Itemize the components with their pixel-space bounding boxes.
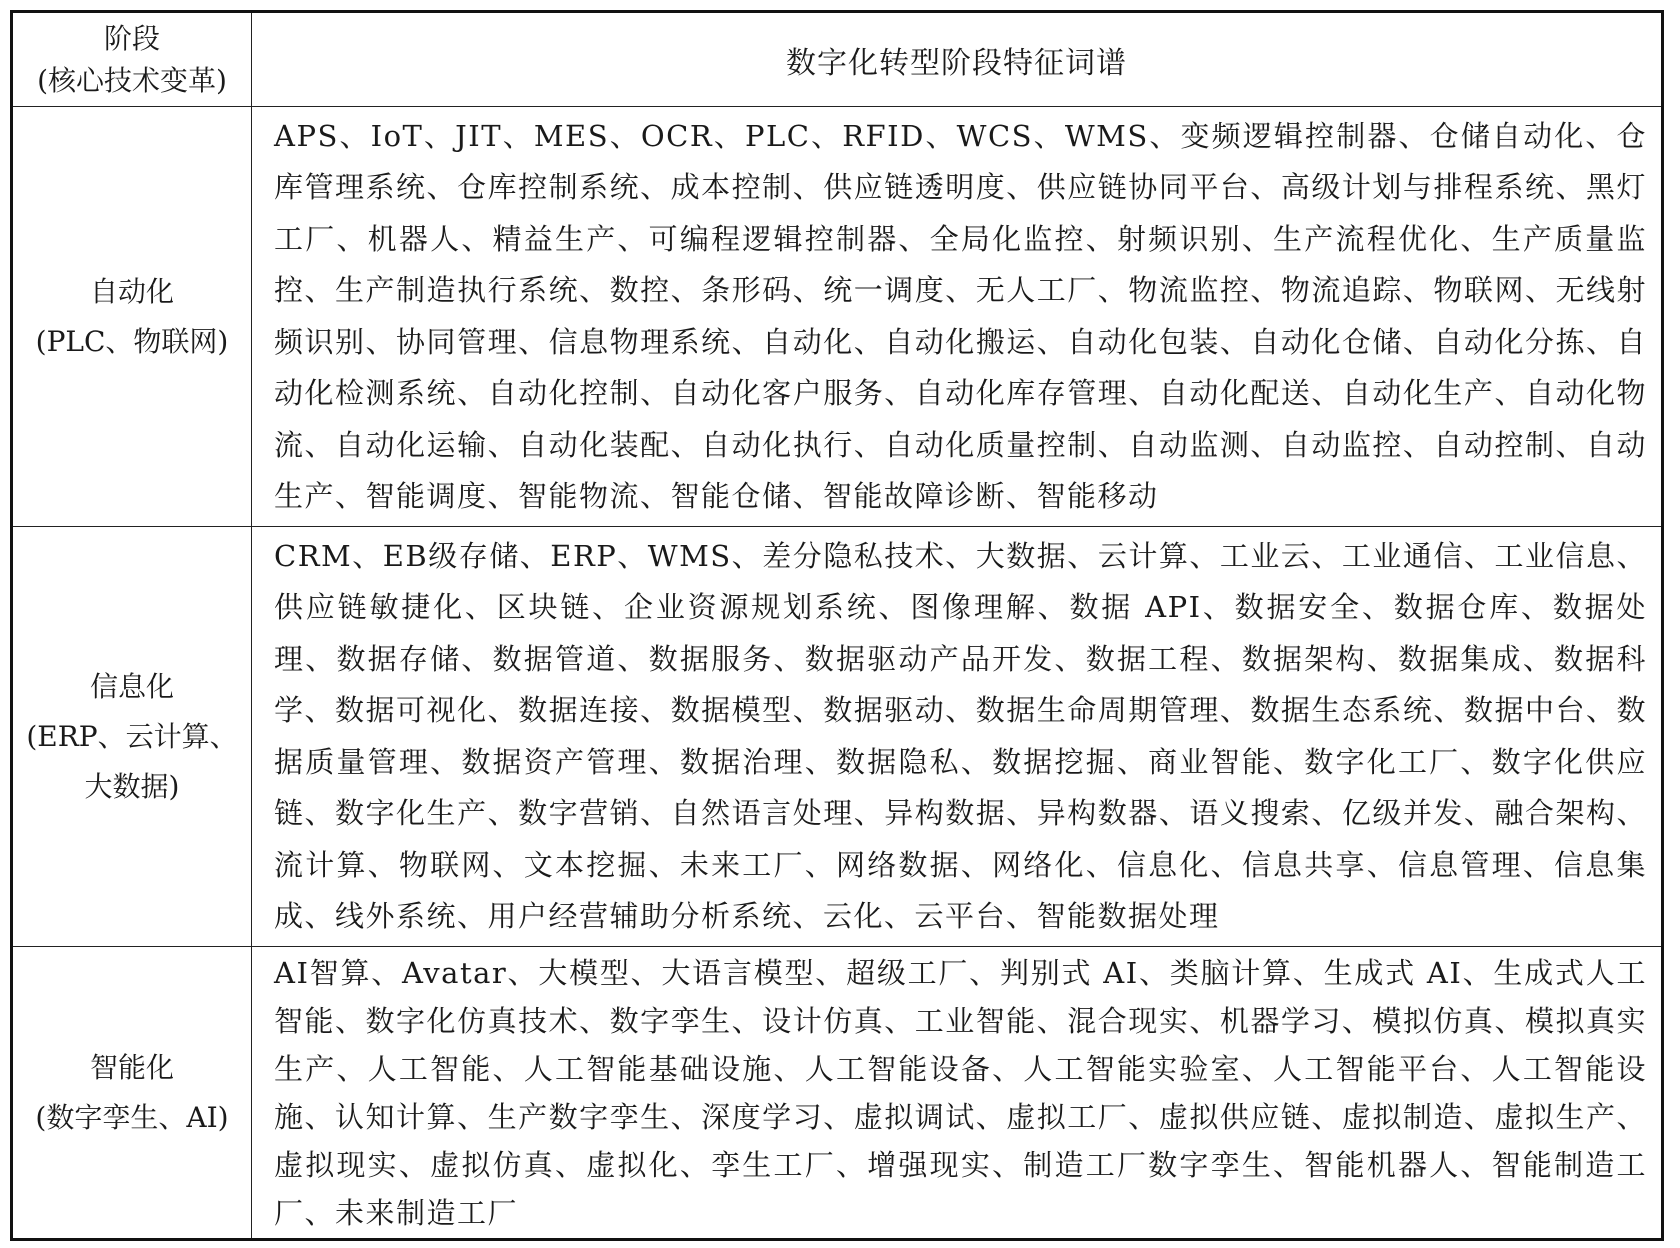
header-terms-label: 数字化转型阶段特征词谱 bbox=[252, 12, 1663, 107]
stage-cell-automation bbox=[12, 107, 252, 527]
stage-tech: (数字孪生、AI) bbox=[35, 1100, 229, 1134]
stage-name: 信息化 bbox=[89, 669, 174, 703]
stage-tech: (ERP、云计算、 bbox=[26, 719, 238, 753]
stage-cell-informatization bbox=[12, 527, 252, 947]
table-row-automation bbox=[12, 107, 1663, 527]
digital-transformation-stage-table bbox=[10, 10, 1664, 1241]
stage-name: 智能化 bbox=[89, 1050, 174, 1084]
stage-table-container bbox=[10, 10, 1664, 1238]
stage-tech-line2: 大数据) bbox=[84, 769, 180, 803]
table-header-row bbox=[12, 12, 1663, 107]
table-row-intelligentization bbox=[12, 947, 1663, 1240]
terms-cell-automation: APS、IoT、JIT、MES、OCR、PLC、RFID、WCS、WMS、变频逻辑控制器、仓储自动化、仓库管理系统、仓库控制系统、成本控制、供应链透明度、供应链协同平台、高级计划与排程系统、黑灯工厂、机器人、精益生产、可编程逻辑控制器、全局化监控、射频识别、生产流程优化、生产质量监控、生产制造执行系统、数控、条形码、统一调度、无人工厂、物流监控、物流追踪、物联网、无线射频识别、协同管理、信息物理系统、自动化、自动化搬运、自动化包装、自动化仓储、自动化分拣、自动化检测系统、自动化控制、自动化客户服务、自动化库存管理、自动化配送、自动化生产、自动化物流、自动化运输、自动化装配、自动化执行、自动化质量控制、自动监测、自动监控、自动控制、自动生产、智能调度、智能物流、智能仓储、智能故障诊断、智能移动 bbox=[252, 107, 1663, 527]
stage-name: 自动化 bbox=[89, 274, 174, 308]
header-stage-sub: (核心技术变革) bbox=[37, 63, 227, 97]
table-row-informatization bbox=[12, 527, 1663, 947]
terms-cell-intelligentization: AI智算、Avatar、大模型、大语言模型、超级工厂、判别式 AI、类脑计算、生成式 AI、生成式人工智能、数字化仿真技术、数字孪生、设计仿真、工业智能、混合现实、机器学习、模拟仿真、模拟真实生产、人工智能、人工智能基础设施、人工智能设备、人工智能实验室、人工智能平台、人工智能设施、认知计算、生产数字孪生、深度学习、虚拟调试、虚拟工厂、虚拟供应链、虚拟制造、虚拟生产、虚拟现实、虚拟仿真、虚拟化、孪生工厂、增强现实、制造工厂数字孪生、智能机器人、智能制造工厂、未来制造工厂 bbox=[252, 947, 1663, 1240]
header-stage-cell bbox=[12, 12, 252, 107]
terms-cell-informatization: CRM、EB级存储、ERP、WMS、差分隐私技术、大数据、云计算、工业云、工业通信、工业信息、供应链敏捷化、区块链、企业资源规划系统、图像理解、数据 API、数据安全、数据仓库、数据处理、数据存储、数据管道、数据服务、数据驱动产品开发、数据工程、数据架构、数据集成、数据科学、数据可视化、数据连接、数据模型、数据驱动、数据生命周期管理、数据生态系统、数据中台、数据质量管理、数据资产管理、数据治理、数据隐私、数据挖掘、商业智能、数字化工厂、数字化供应链、数字化生产、数字营销、自然语言处理、异构数据、异构数器、语义搜索、亿级并发、融合架构、流计算、物联网、文本挖掘、未来工厂、网络数据、网络化、信息化、信息共享、信息管理、信息集成、线外系统、用户经营辅助分析系统、云化、云平台、智能数据处理 bbox=[252, 527, 1663, 947]
stage-cell-intelligentization bbox=[12, 947, 252, 1240]
stage-tech: (PLC、物联网) bbox=[35, 324, 229, 358]
header-stage-label: 阶段 bbox=[103, 21, 160, 55]
